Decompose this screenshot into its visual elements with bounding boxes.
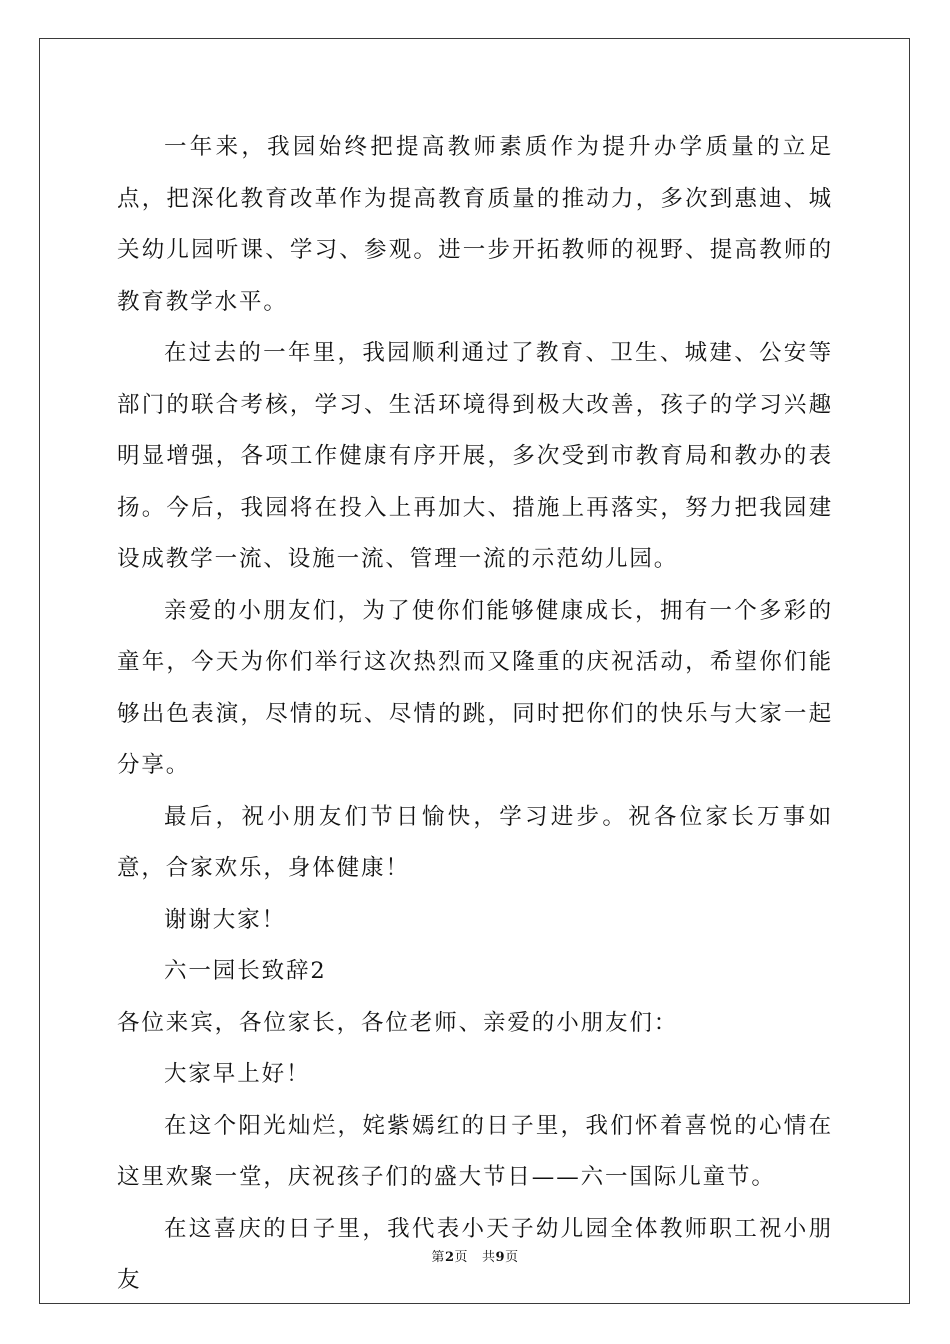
paragraph-sunny-day: 在这个阳光灿烂，姹紫嫣红的日子里，我们怀着喜悦的心情在这里欢聚一堂，庆祝孩子们的盛大节日——六一国际儿童节。 bbox=[117, 1112, 833, 1190]
paragraph-salutation: 各位来宾，各位家长，各位老师、亲爱的小朋友们： bbox=[117, 1009, 679, 1036]
paragraph-dear-children: 亲爱的小朋友们，为了使你们能够健康成长，拥有一个多彩的童年，今天为你们举行这次热烈而又隆重的庆祝活动，希望你们能够出色表演，尽情的玩、尽情的跳，同时把你们的快乐与大家一起分享。 bbox=[117, 597, 833, 778]
page-prefix: 第 bbox=[431, 1250, 445, 1265]
page-number: 2 bbox=[444, 1250, 455, 1265]
paragraph-greeting: 大家早上好！ bbox=[164, 1061, 311, 1087]
page-suffix: 页 bbox=[454, 1250, 468, 1265]
page-footer bbox=[0, 1246, 950, 1265]
section-heading: 六一园长致辞2 bbox=[164, 958, 327, 984]
paragraph-thanks: 谢谢大家！ bbox=[164, 906, 287, 933]
paragraph-past-year: 在过去的一年里，我园顺利通过了教育、卫生、城建、公安等部门的联合考核，学习、生活环境得到极大改善，孩子的学习兴趣明显增强，各项工作健康有序开展，多次受到市教育局和教办的表扬。今后，我园将在投入上再加大、措施上再落实，努力把我园建设成教学一流、设施一流、管理一流的示范幼儿园。 bbox=[117, 340, 833, 572]
total-suffix: 页 bbox=[505, 1250, 519, 1265]
paragraph-festive-day: 在这喜庆的日子里，我代表小天子幼儿园全体教师职工祝小朋友 bbox=[117, 1215, 833, 1293]
total-prefix: 共 bbox=[482, 1250, 496, 1265]
paragraph-teacher-quality: 一年来，我园始终把提高教师素质作为提升办学质量的立足点，把深化教育改革作为提高教育质量的推动力，多次到惠迪、城关幼儿园听课、学习、参观。进一步开拓教师的视野、提高教师的教育教学水平。 bbox=[117, 134, 833, 315]
paragraph-closing-wishes: 最后，祝小朋友们节日愉快，学习进步。祝各位家长万事如意，合家欢乐，身体健康！ bbox=[117, 803, 833, 881]
document-body bbox=[117, 122, 833, 1307]
total-pages: 9 bbox=[495, 1250, 506, 1265]
